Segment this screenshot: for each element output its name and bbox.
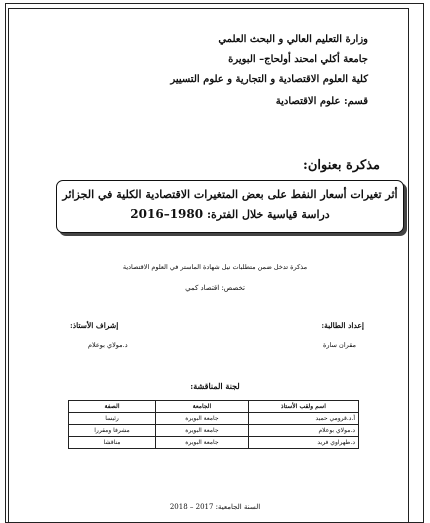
thesis-title: أثر تغيرات أسعار النفط على بعض المتغيرات الاقتصادية الكلية في الجزائر: [62, 188, 398, 201]
member-university: جامعة البويرة: [156, 425, 249, 437]
header-role: الصفة: [69, 401, 156, 413]
committee-table: [68, 400, 359, 449]
thesis-subtitle: [57, 207, 403, 221]
table-row: [69, 413, 359, 425]
table-row: [69, 425, 359, 437]
department-line: قسم: علوم الاقتصادية: [275, 96, 368, 107]
header-professor: اسم ولقب الأستاذ: [248, 401, 358, 413]
member-name: د.طهراوي فريد: [248, 437, 358, 449]
member-role: رئيسا: [69, 413, 156, 425]
subtitle-prefix: دراسة قياسية خلال الفترة:: [206, 208, 330, 221]
member-role: مشرفا ومقررا: [69, 425, 156, 437]
student-label: إعداد الطالبة:: [321, 321, 364, 330]
academic-year: السنة الجامعية: 2017 – 2018: [169, 503, 261, 511]
degree-note: مذكرة تدخل ضمن متطلبات نيل شهادة الماستر في العلوم الاقتصادية: [122, 263, 308, 271]
member-university: جامعة البويرة: [156, 437, 249, 449]
committee-title: لجنة المناقشة:: [190, 381, 240, 391]
ministry-line: وزارة التعليم العالي و البحث العلمي: [218, 34, 368, 45]
student-name: مقران سارة: [323, 341, 356, 349]
member-role: مناقشا: [69, 437, 156, 449]
member-university: جامعة البويرة: [156, 413, 249, 425]
specialty: تخصص: اقتصاد كمي: [185, 284, 245, 292]
member-name: د.مولاي بوعلام: [248, 425, 358, 437]
member-name: أ.د.قرومي حميد: [248, 413, 358, 425]
study-period: 1980–2016: [130, 207, 204, 221]
memo-label: مذكرة بعنوان:: [303, 158, 380, 173]
table-row: [69, 437, 359, 449]
faculty-line: كلية العلوم الاقتصادية و التجارية و علوم التسيير: [170, 74, 368, 85]
header-university: الجامعة: [156, 401, 249, 413]
university-line: جامعة أكلي امحند أولحاج– البويرة: [228, 54, 368, 65]
thesis-title-box: [56, 180, 404, 233]
supervisor-label: إشراف الأستاذ:: [70, 321, 119, 330]
supervisor-name: د.مولاي بوعلام: [88, 341, 128, 349]
table-header-row: [69, 401, 359, 413]
